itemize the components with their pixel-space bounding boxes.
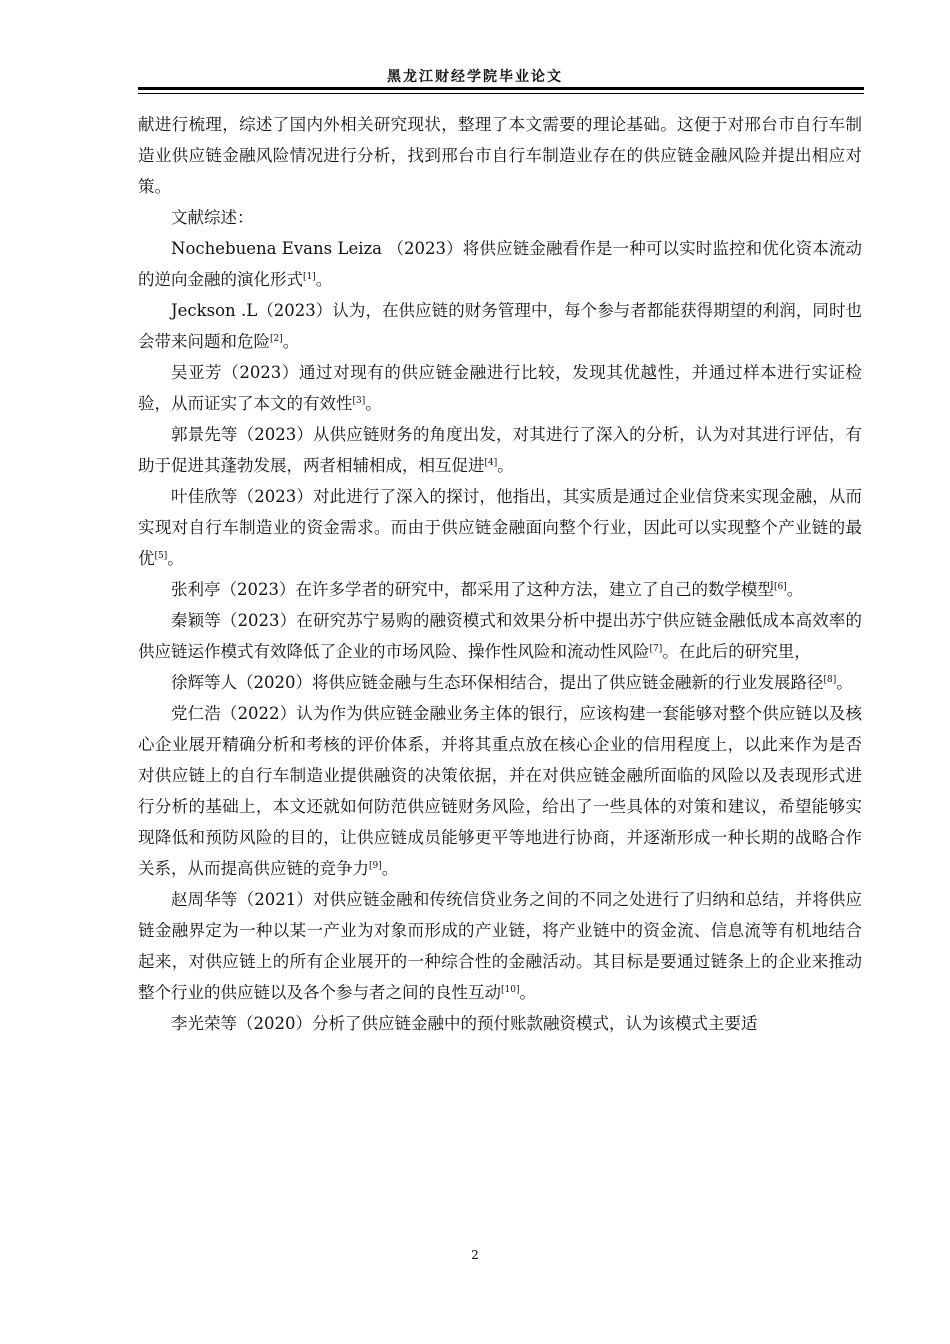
paragraph bbox=[138, 667, 862, 698]
paragraph bbox=[138, 419, 862, 481]
citation-ref: [1] bbox=[303, 272, 316, 282]
paragraph-text: 郭景先等（2023）从供应链财务的角度出发，对其进行了深入的分析，认为对其进行评估，有助于促进其蓬勃发展，两者相辅相成，相互促进 bbox=[138, 425, 862, 475]
paragraph-tail: 。 bbox=[497, 456, 514, 475]
paragraph-tail: 。 bbox=[282, 332, 300, 351]
paragraph bbox=[138, 202, 862, 233]
page-number: 2 bbox=[471, 1248, 479, 1262]
paragraph-tail: 。在此后的研究里， bbox=[662, 642, 811, 661]
paragraph bbox=[138, 884, 862, 1008]
citation-ref: [10] bbox=[501, 985, 520, 995]
paragraph-text: Jeckson .L（2023）认为，在供应链的财务管理中，每个参与者都能获得期望的利润，同时也会带来问题和危险 bbox=[138, 301, 862, 351]
citation-ref: [3] bbox=[352, 396, 366, 406]
paragraph-tail: 。 bbox=[786, 580, 804, 599]
paragraph-text: 张利亭（2023）在许多学者的研究中，都采用了这种方法，建立了自己的数学模型 bbox=[171, 580, 774, 599]
paragraph-text: Nochebuena Evans Leiza （2023）将供应链金融看作是一种可以实时监控和优化资本流动的逆向金融的演化形式 bbox=[138, 239, 862, 289]
paragraph bbox=[138, 698, 862, 884]
citation-ref: [2] bbox=[270, 334, 283, 344]
paragraph bbox=[138, 295, 862, 357]
paragraph bbox=[138, 1008, 862, 1039]
paragraph-text: 吴亚芳（2023）通过对现有的供应链金融进行比较，发现其优越性，并通过样本进行实证检验，从而证实了本文的有效性 bbox=[138, 363, 862, 413]
header-rule-thick bbox=[138, 87, 864, 90]
paragraph-text: 赵周华等（2021）对供应链金融和传统信贷业务之间的不同之处进行了归纳和总结，并将供应链金融界定为一种以某一产业为对象而形成的产业链，将产业链中的资金流、信息流等有机地结合起来，对供应链上的所有企业展开的一种综合性的金融活动。其目标是要通过链条上的企业来推动整个行业的供应链以及各个参与者之间的良性互动 bbox=[138, 890, 862, 1002]
paragraph bbox=[138, 481, 862, 574]
paragraph-text: 徐辉等人（2020）将供应链金融与生态环保相结合，提出了供应链金融新的行业发展路径 bbox=[171, 673, 824, 692]
paragraph-text: 李光荣等（2020）分析了供应链金融中的预付账款融资模式，认为该模式主要适 bbox=[171, 1014, 758, 1033]
paragraph-text: 秦颖等（2023）在研究苏宁易购的融资模式和效果分析中提出苏宁供应链金融低成本高效率的供应链运作模式有效降低了企业的市场风险、操作性风险和流动性风险 bbox=[138, 611, 862, 661]
paragraph-tail: 。 bbox=[167, 549, 184, 568]
body-text bbox=[138, 109, 862, 1039]
citation-ref: [7] bbox=[649, 644, 663, 654]
paragraph-tail: 。 bbox=[315, 270, 333, 289]
paragraph bbox=[138, 109, 862, 202]
paragraph-text: 文献综述： bbox=[171, 208, 254, 227]
citation-ref: [5] bbox=[154, 551, 168, 561]
citation-ref: [6] bbox=[774, 582, 787, 592]
paragraph bbox=[138, 233, 862, 295]
paragraph-tail: 。 bbox=[381, 859, 399, 878]
page-header-title: 黑龙江财经学院毕业论文 bbox=[387, 69, 563, 85]
paragraph bbox=[138, 357, 862, 419]
citation-ref: [9] bbox=[369, 861, 382, 871]
citation-ref: [8] bbox=[823, 675, 837, 685]
paragraph bbox=[138, 605, 862, 667]
paragraph-tail: 。 bbox=[519, 983, 536, 1002]
header-rule-thin bbox=[138, 93, 864, 94]
citation-ref: [4] bbox=[484, 458, 498, 468]
paragraph-text: 党仁浩（2022）认为作为供应链金融业务主体的银行，应该构建一套能够对整个供应链以及核心企业展开精确分析和考核的评价体系，并将其重点放在核心企业的信用程度上，以此来作为是否对供应链上的自行车制造业提供融资的决策依据，并在对供应链金融所面临的风险以及表现形式进行分析的基础上，本文还就如何防范供应链财务风险，给出了一些具体的对策和建议，希望能够实现降低和预防风险的目的，让供应链成员能够更平等地进行协商，并逐渐形成一种长期的战略合作关系，从而提高供应链的竞争力 bbox=[138, 704, 862, 878]
paragraph-text: 献进行梳理，综述了国内外相关研究现状，整理了本文需要的理论基础。这便于对邢台市自行车制造业供应链金融风险情况进行分析，找到邢台市自行车制造业存在的供应链金融风险并提出相应对策。 bbox=[138, 115, 862, 196]
paragraph-tail: 。 bbox=[836, 673, 853, 692]
paragraph-text: 叶佳欣等（2023）对此进行了深入的探讨，他指出，其实质是通过企业信贷来实现金融，从而实现对自行车制造业的资金需求。而由于供应链金融面向整个行业，因此可以实现整个产业链的最优 bbox=[138, 487, 862, 568]
paragraph bbox=[138, 574, 862, 605]
paragraph-tail: 。 bbox=[365, 394, 382, 413]
